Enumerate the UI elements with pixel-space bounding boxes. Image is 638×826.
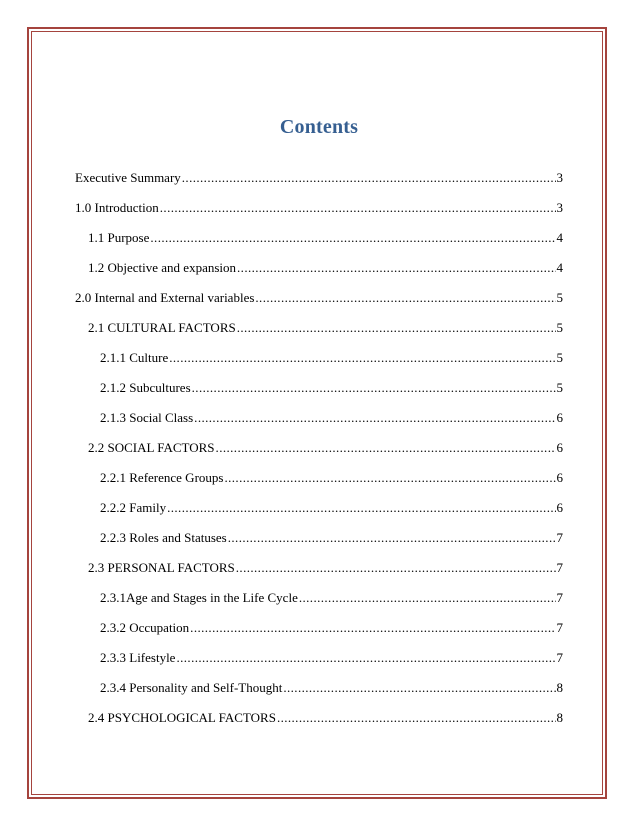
toc-entry[interactable] [75,348,563,378]
toc-entry-label: 2.1.1 Culture [100,350,169,365]
toc-entry-page-number: 7 [556,650,563,665]
toc-entry-label: 2.1.2 Subcultures [100,380,191,395]
toc-entry-page-number: 7 [556,620,563,635]
toc-entry-label: 1.1 Purpose [88,230,150,245]
toc-leader-dots [182,168,556,188]
toc-leader-dots [176,648,555,668]
toc-entry[interactable] [75,588,563,618]
toc-entry-page-number: 4 [556,230,563,245]
toc-entry-label: 2.3.1Age and Stages in the Life Cycle [100,590,298,605]
toc-entry[interactable] [75,468,563,498]
toc-leader-dots [169,348,555,368]
toc-leader-dots [277,708,556,728]
toc-leader-dots [237,318,556,338]
toc-entry-page-number: 5 [556,290,563,305]
toc-leader-dots [160,198,556,218]
toc-entry-label: Executive Summary [75,170,181,185]
toc-leader-dots [216,438,556,458]
toc-title: Contents [279,116,359,138]
toc-leader-dots [150,228,555,248]
toc-leader-dots [299,588,556,608]
toc-entry-label: 1.2 Objective and expansion [88,260,237,275]
toc-entry[interactable] [75,198,563,228]
toc-entry-page-number: 6 [556,410,563,425]
toc-entry-label: 2.3.4 Personality and Self-Thought [100,680,283,695]
toc-entry[interactable] [75,408,563,438]
toc-entry-page-number: 8 [556,710,563,725]
toc-entry-label: 2.2.2 Family [100,500,167,515]
toc-leader-dots [224,468,555,488]
toc-leader-dots [228,528,556,548]
toc-entry[interactable] [75,678,563,708]
toc-entry-page-number: 6 [556,500,563,515]
toc-leader-dots [237,258,555,278]
toc-entry-page-number: 5 [556,320,563,335]
toc-entry[interactable] [75,378,563,408]
toc-entry-label: 2.2.3 Roles and Statuses [100,530,227,545]
toc-entry[interactable] [75,708,563,738]
toc-entry[interactable] [75,558,563,588]
toc-entry-label: 2.2 SOCIAL FACTORS [88,440,215,455]
toc-leader-dots [192,378,556,398]
toc-leader-dots [236,558,556,578]
toc-entry[interactable] [75,288,563,318]
toc-list [75,168,563,738]
toc-entry[interactable] [75,528,563,558]
toc-entry-label: 2.3.2 Occupation [100,620,190,635]
toc-leader-dots [194,408,555,428]
toc-entry-label: 2.1 CULTURAL FACTORS [88,320,236,335]
toc-entry[interactable] [75,498,563,528]
toc-leader-dots [255,288,555,308]
toc-entry-page-number: 6 [556,440,563,455]
toc-entry-label: 1.0 Introduction [75,200,159,215]
toc-entry-page-number: 6 [556,470,563,485]
toc-entry[interactable] [75,228,563,258]
toc-entry-label: 2.2.1 Reference Groups [100,470,224,485]
toc-entry[interactable] [75,438,563,468]
toc-entry[interactable] [75,618,563,648]
toc-entry[interactable] [75,168,563,198]
toc-entry-label: 2.3.3 Lifestyle [100,650,176,665]
toc-entry[interactable] [75,648,563,678]
toc-entry-label: 2.4 PSYCHOLOGICAL FACTORS [88,710,276,725]
toc-entry-label: 2.0 Internal and External variables [75,290,255,305]
toc-entry-page-number: 7 [556,530,563,545]
toc-entry-page-number: 5 [556,350,563,365]
toc-entry-page-number: 5 [556,380,563,395]
toc-leader-dots [190,618,555,638]
toc-entry[interactable] [75,318,563,348]
toc-entry[interactable] [75,258,563,288]
toc-entry-page-number: 7 [556,560,563,575]
toc-leader-dots [283,678,555,698]
toc-entry-page-number: 7 [556,590,563,605]
toc-entry-page-number: 3 [556,200,563,215]
toc-entry-page-number: 8 [556,680,563,695]
toc-entry-label: 2.1.3 Social Class [100,410,194,425]
toc-leader-dots [167,498,555,518]
toc-entry-page-number: 4 [556,260,563,275]
toc-entry-page-number: 3 [556,170,563,185]
toc-entry-label: 2.3 PERSONAL FACTORS [88,560,235,575]
